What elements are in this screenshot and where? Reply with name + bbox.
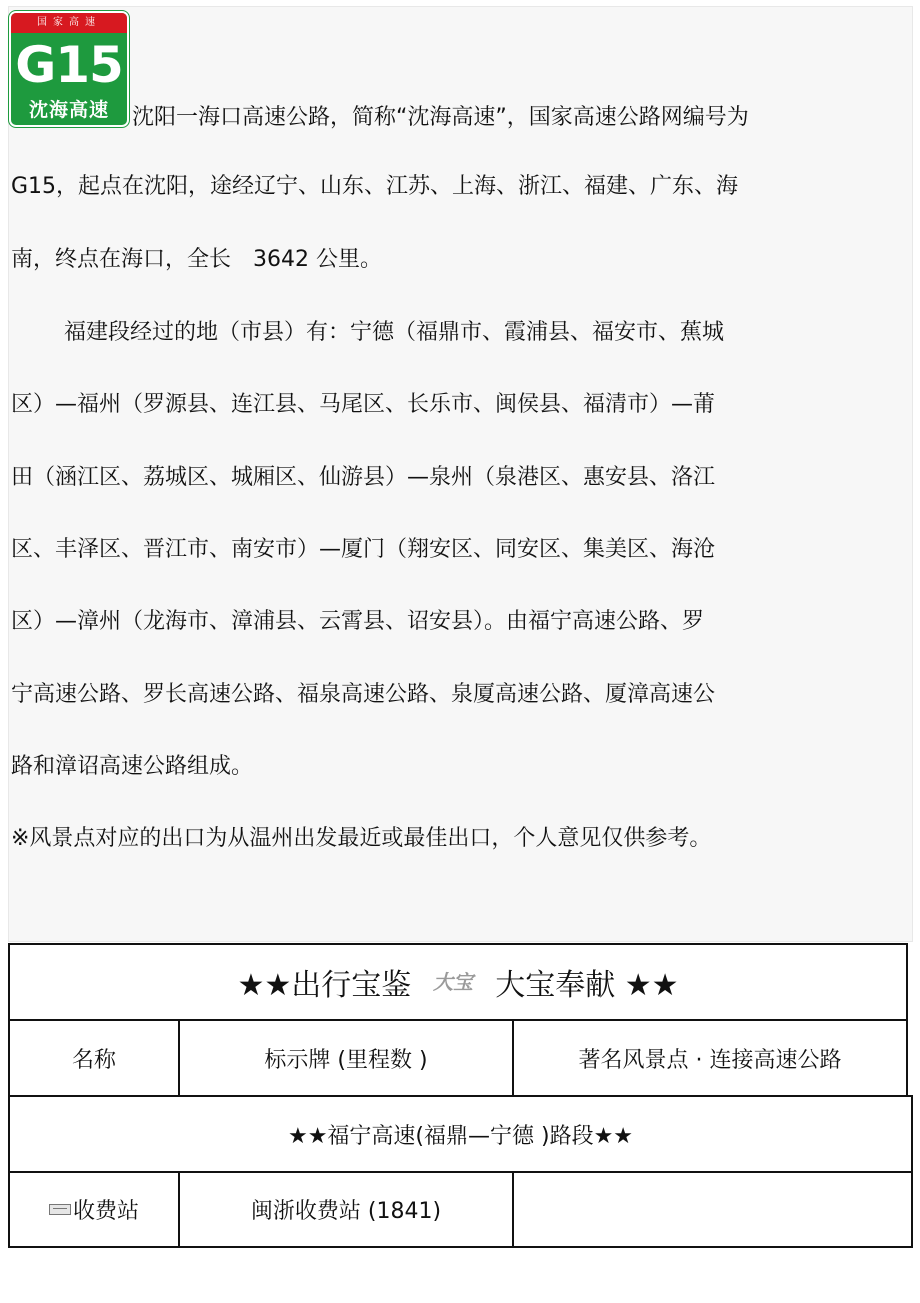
row-scenic — [512, 1173, 911, 1246]
intro-line-1: 沈阳一海口高速公路，简称“沈海高速”，国家高速公路网编号为 — [132, 105, 749, 130]
section-row — [8, 1095, 913, 1173]
sign-code: G15 — [15, 36, 123, 94]
intro-line-2: G15，起点在沈阳，途经辽宁、山东、江苏、上海、浙江、福建、广东、海 — [11, 174, 739, 199]
table-row — [8, 1171, 913, 1248]
intro-line-4: 福建段经过的地（市县）有：宁德（福鼎市、霞浦县、福安市、蕉城 — [64, 320, 725, 345]
sign-name: 沈海高速 — [28, 99, 109, 121]
dabao-stamp-icon — [425, 965, 481, 999]
header-sign: 标示牌 (里程数 ) — [178, 1021, 512, 1095]
table-title-row — [8, 943, 908, 1021]
table-title-right: 大宝奉献 ★★ — [495, 968, 679, 1003]
intro-line-7: 区、丰泽区、晋江市、南安市）—厦门（翔安区、同安区、集美区、海沧 — [11, 537, 716, 562]
table-header-row — [8, 1019, 908, 1097]
table-title — [10, 945, 906, 1019]
section-title: ★★福宁高速(福鼎—宁德 )路段★★ — [287, 1123, 634, 1149]
header-name: 名称 — [71, 1047, 116, 1073]
table-title-left: ★★出行宝鉴 — [237, 968, 412, 1003]
header-scenic: 著名风景点 · 连接高速公路 — [512, 1021, 906, 1095]
row-sign: 闽浙收费站 (1841) — [178, 1173, 512, 1246]
svg-text:大宝: 大宝 — [433, 970, 474, 994]
intro-line-6: 田（涵江区、荔城区、城厢区、仙游县）—泉州（泉港区、惠安县、洛江 — [11, 465, 716, 490]
sign-header: 国家高速 — [11, 13, 127, 33]
note-line: ※风景点对应的出口为从温州出发最近或最佳出口，个人意见仅供参考。 — [11, 826, 712, 851]
intro-line-9: 宁高速公路、罗长高速公路、福泉高速公路、泉厦高速公路、厦漳高速公 — [11, 682, 716, 707]
toll-icon — [49, 1204, 71, 1215]
row-name: 收费站 — [72, 1199, 139, 1224]
intro-line-5: 区）—福州（罗源县、连江县、马尾区、长乐市、闽侯县、福清市）—莆 — [11, 392, 716, 417]
row-name-cell — [10, 1173, 178, 1246]
g15-highway-sign — [9, 11, 129, 127]
intro-line-3: 南，终点在海口，全长 3642 公里。 — [11, 247, 382, 272]
intro-line-8: 区）—漳州（龙海市、漳浦县、云霄县、诏安县）。由福宁高速公路、罗 — [11, 609, 705, 634]
intro-line-10: 路和漳诏高速公路组成。 — [11, 754, 254, 779]
